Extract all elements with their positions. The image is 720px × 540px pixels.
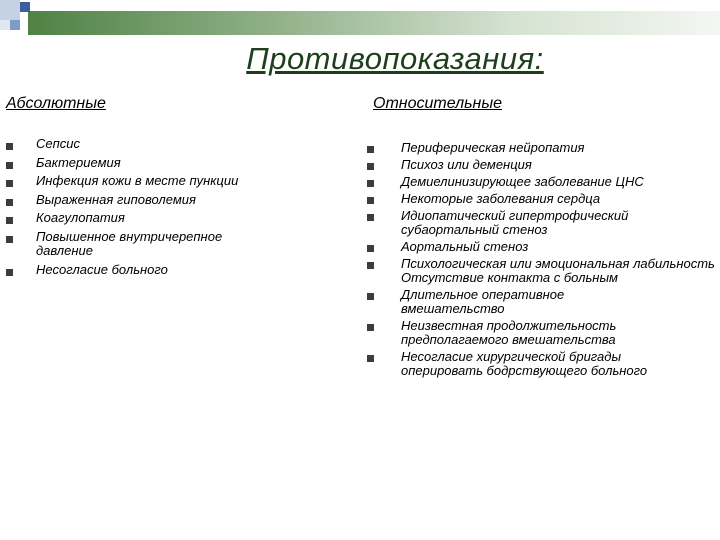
list-item-text: Психологическая или эмоциональная лабильность Отсутствие контакта с больным [401, 256, 715, 285]
list-item [371, 209, 717, 237]
list-item-text: Коагулопатия [36, 210, 125, 225]
relative-list [371, 141, 717, 381]
bullet-icon [367, 214, 374, 221]
list-item [10, 137, 320, 152]
list-item [371, 192, 717, 206]
list-item-text: Инфекция кожи в месте пункции [36, 173, 239, 188]
list-item [10, 156, 320, 171]
list-item [10, 174, 320, 189]
list-item [371, 319, 717, 347]
bullet-icon [367, 197, 374, 204]
corner-square [0, 0, 20, 20]
corner-square [10, 20, 20, 30]
bullet-icon [367, 180, 374, 187]
bullet-icon [6, 143, 13, 150]
bullet-icon [367, 245, 374, 252]
corner-square [20, 2, 30, 12]
list-item-text: Неизвестная продолжительность предполагаемого вмешательства [401, 318, 617, 347]
list-item [10, 193, 320, 208]
list-item [371, 141, 717, 155]
absolute-heading: Абсолютные [6, 95, 106, 112]
bullet-icon [6, 162, 13, 169]
relative-heading: Относительные [373, 95, 502, 112]
bullet-icon [367, 163, 374, 170]
bullet-icon [6, 217, 13, 224]
bullet-icon [367, 293, 374, 300]
list-item-text: Идиопатический гипертрофический субаортальный стеноз [401, 208, 629, 237]
list-item [10, 230, 320, 259]
list-item-text: Сепсис [36, 136, 81, 151]
bullet-icon [6, 269, 13, 276]
list-item-text: Периферическая нейропатия [401, 140, 585, 155]
list-item [371, 158, 717, 172]
list-item [371, 240, 717, 254]
header-gradient-bar [28, 11, 720, 35]
bullet-icon [367, 146, 374, 153]
list-item [10, 263, 320, 278]
list-item-text: Психоз или деменция [401, 157, 532, 172]
list-item-text: Демиелинизирующее заболевание ЦНС [401, 174, 644, 189]
list-item-text: Аортальный стеноз [401, 239, 529, 254]
list-item-text: Несогласие хирургической бригады оперировать бодрствующего больного [401, 349, 648, 378]
list-item-text: Несогласие больного [36, 261, 168, 277]
list-item-text: Повышенное внутричерепное давление [36, 228, 223, 258]
list-item-text: Выраженная гиповолемия [36, 191, 196, 207]
bullet-icon [6, 236, 13, 243]
bullet-icon [367, 324, 374, 331]
list-item [371, 257, 717, 285]
list-item-text: Длительное оперативное вмешательство [401, 287, 565, 316]
list-item-text: Бактериемия [36, 154, 121, 170]
list-item [371, 350, 717, 378]
bullet-icon [6, 199, 13, 206]
corner-square [0, 20, 10, 30]
bullet-icon [6, 180, 13, 187]
bullet-icon [367, 262, 374, 269]
slide-title: Противопоказания: [246, 41, 544, 76]
list-item [10, 211, 320, 226]
bullet-icon [367, 355, 374, 362]
list-item [371, 175, 717, 189]
list-item-text: Некоторые заболевания сердца [401, 191, 601, 206]
absolute-list [10, 137, 320, 281]
list-item [371, 288, 717, 316]
